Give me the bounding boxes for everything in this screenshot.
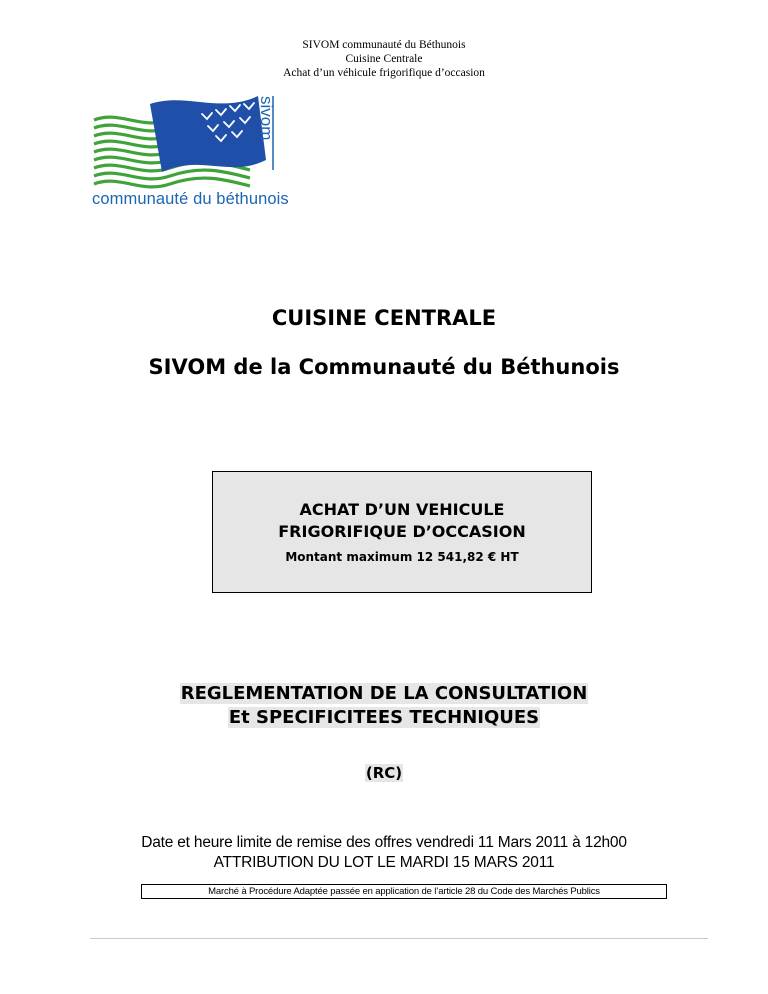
header-line-subject: Achat d’un véhicule frigorifique d’occasion (283, 67, 485, 79)
deadline-line: Date et heure limite de remise des offres vendredi 11 Mars 2011 à 12h00 (141, 834, 627, 851)
page-header (0, 38, 768, 80)
header-line-service: Cuisine Centrale (345, 53, 423, 65)
subject-line-2: FRIGORIFIQUE D’OCCASION (278, 522, 526, 541)
regulation-heading (0, 682, 768, 730)
logo-sivom-label: sivom (257, 96, 276, 141)
regulation-line-2: Et SPECIFICITEES TECHNIQUES (228, 707, 540, 728)
page-title: CUISINE CENTRALE (271, 306, 497, 330)
regulation-code (0, 764, 768, 782)
subject-amount: Montant maximum 12 541,82 € HT (285, 550, 519, 564)
subject-line-1: ACHAT D’UN VEHICULE (299, 500, 505, 519)
logo-caption: communauté du béthunois (92, 190, 289, 208)
attribution-line: ATTRIBUTION DU LOT LE MARDI 15 MARS 2011 (213, 854, 555, 871)
deadline-block (0, 833, 768, 873)
regulation-code-label: (RC) (365, 764, 403, 782)
header-line-organization: SIVOM communauté du Béthunois (302, 39, 466, 51)
footer-divider (90, 938, 708, 939)
regulation-line-1: REGLEMENTATION DE LA CONSULTATION (180, 683, 588, 704)
subject-box (212, 471, 592, 593)
page-subtitle: SIVOM de la Communauté du Béthunois (148, 355, 620, 379)
logo-sivom-text (258, 96, 280, 152)
procedure-note: Marché à Procédure Adaptée passée en application de l’article 28 du Code des Marchés Publics (141, 884, 667, 899)
